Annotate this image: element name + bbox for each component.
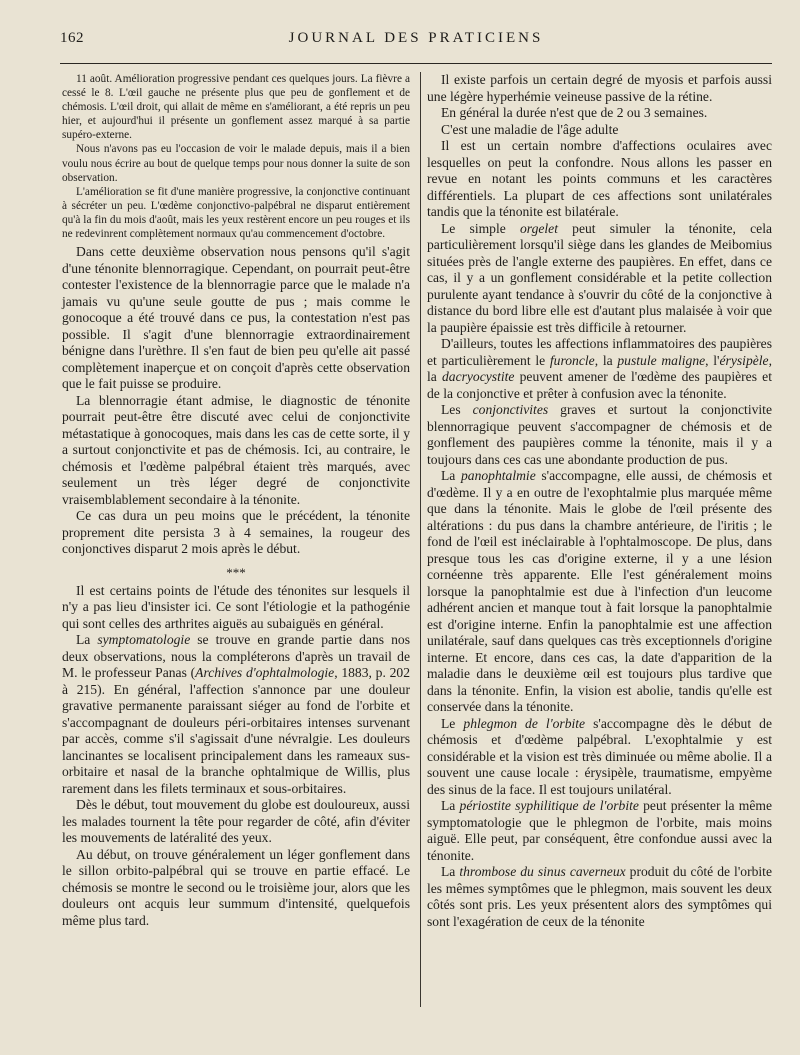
body-paragraph: C'est une maladie de l'âge adulte (441, 121, 619, 137)
body-paragraph: Dès le début, tout mouvement du globe est douloureux, aussi les malades tournent la tête pour regarder de côté, afin d'éviter les mouvements de latéralité des yeux. (62, 797, 410, 846)
body-paragraph: Il est certains points de l'étude des ténonites sur lesquels il n'y a pas lieu d'insister ici. Ce sont l'étiologie et la pathogénie qui sont celles des arthrites aiguës au subaiguës en général. (62, 582, 410, 631)
italic-term: orgelet (519, 220, 558, 236)
body-paragraph: La panophtalmie s'accompagne, elle aussi, de chémosis et d'œdème. Il y a en outre de l'exophtalmie plus marquée même que dans la ténonite. Mais le globe de l'œil présente des altérations : du pus dans la chambre antérieure, de l'iritis ; le fond de l'œil est inéclairable à l'ophtalmoscope. De plus, dans presque tous les cas d'origine externe, il y a une lésion cornéenne très apparente. Elle l'est généralement moins lorsque la panophtalmie est due à l'infection d'un leucome adhérent ancien et manque tout à fait lorsque la panophtalmie est d'origine interne. Enfin la panophtalmie est une affection unilatérale, sauf dans quelques cas très exceptionnels d'origine interne. Et encore, dans ces cas, la date d'apparition de la maladie dans le deuxième œil est toujours plus tardive que dans la ténonite. Enfin, la vision est abolie, tandis qu'elle est conservée dans la ténonite. (427, 468, 772, 714)
body-paragraph: Le phlegmon de l'orbite s'accompagne dès le début de chémosis et d'œdème palpébral. L'exophtalmie y est considérable et la vision est très diminuée ou même abolie. Il a souvent une cause locale : érysipèle, traumatisme, empyème des sinus de la face. Il est toujours unilatéral. (427, 715, 772, 797)
italic-term: pustule maligne (617, 352, 706, 368)
body-paragraph: La blennorragie étant admise, le diagnostic de ténonite pourrait peut-être être discuté avec celui de conjonctivite métastatique à gonocoques, mais dans les cas de cette sorte, il y a surtout conjonctivite et pas de chémosis. Ici, au contraire, le chémosis et l'œdème palpébral étaient très marqués, avec seulement un très léger degré de conjonctivite vraisemblablement secondaire à la ténonite. (62, 392, 410, 507)
body-paragraph: La périostite syphilitique de l'orbite peut présenter la même symptomatologie que le phlegmon de l'orbite, mais moins aiguë. Elle peut, par conséquent, être confondue aussi avec la ténonite. (427, 798, 772, 863)
italic-term: périostite syphilitique de l'orbite (459, 798, 639, 813)
left-column (62, 72, 410, 929)
observation-notes (62, 72, 410, 241)
journal-title: JOURNAL DES PRATICIENS (288, 30, 544, 46)
italic-term: érysipèle (719, 352, 769, 368)
italic-term: furoncle (549, 352, 595, 368)
body-paragraph: Les conjonctivites graves et surtout la conjonctivite blennorragique peuvent s'accompagner de chémosis et de gonflement des paupières comme la ténonite, mais il y a toujours dans ces cas une abondante production de pus. (427, 402, 772, 467)
body-paragraph: En général la durée n'est que de 2 ou 3 semaines. (441, 105, 708, 120)
body-paragraph: Il existe parfois un certain degré de myosis et parfois aussi une légère hyperhémie veineuse passive de la rétine. (427, 72, 772, 104)
body-paragraph: Au début, on trouve généralement un léger gonflement dans le sillon orbito-palpébral qui se trouve en partie effacé. Le chémosis se montre le second ou le troisième jour, alors que les douleurs ont acquis leur summum d'intensité, quelquefois même plus tard. (62, 846, 410, 928)
body-paragraph: Dans cette deuxième observation nous pensons qu'il s'agit d'une ténonite blennorragique. Cependant, on pourrait peut-être contester l'existence de la blennorragie parce que le malade n'a jamais vu qu'une seule goutte de pus ; mais comme le gonocoque a été trouvé dans ce pus, la contestation n'est pas possible. Il s'agit d'une blennorragie extraordinairement bénigne dans l'urèthre. Il s'en faut de bien peu qu'elle ait passé complètement inaperçue et on conçoit d'après cette observation que le fait puisse se produire. (62, 244, 410, 392)
note-paragraph: Nous n'avons pas eu l'occasion de voir le malade depuis, mais il a bien voulu nous écrire au bout de quelque temps pour nous donner la suite de son observation. (62, 143, 410, 184)
italic-term: phlegmon de l'orbite (463, 715, 586, 731)
body-paragraph: D'ailleurs, toutes les affections inflammatoires des paupières et particulièrement le furoncle, la pustule maligne, l'érysipèle, la dacryocystite peuvent amener de l'œdème des paupières et de la conjonctive et prêter à confusion avec la ténonite. (427, 336, 772, 401)
body-paragraph: La thrombose du sinus caverneux produit du côté de l'orbite les mêmes symptômes que le phlegmon, mais souvent les deux côtés sont pris. Les yeux présentent alors des symptômes qui sont l'exagération de ceux de la ténonite (427, 864, 772, 929)
italic-term: panophtalmie (460, 468, 536, 483)
note-paragraph: 11 août. Amélioration progressive pendant ces quelques jours. La fièvre a cessé le 8. L'œil gauche ne présente plus que peu de gonflement et de chémosis. L'œil droit, qui allait de même en s'améliorant, a été repris un peu hier, et aujourd'hui il présente un gonflement assez marqué à sa partie supéro-externe. (62, 73, 410, 142)
italic-term: dacryocystite (441, 369, 515, 384)
page-header (60, 30, 772, 56)
body-paragraph: La symptomatologie se trouve en grande partie dans nos deux observations, nous la compléterons d'après un travail de M. le professeur Panas (Archives d'ophtalmologie, 1883, p. 202 à 215). En général, l'affection s'annonce par une douleur gravative permanente paraissant siéger au fond de l'orbite et s'accompagnant de douleurs péri-orbitaires intenses survenant par accès, comme s'il s'agissait d'une névralgie. Les douleurs lancinantes se localisent principalement dans les rameaux sus-orbitaire et nasal de la branche ophtalmique de Willis, plus rarement dans les filets terminaux et sous-orbitaires. (62, 632, 410, 796)
italic-term: symptomatologie (97, 632, 191, 648)
body-paragraph: Il est un certain nombre d'affections oculaires avec lesquelles on peut la confondre. Nous allons les passer en revue en notant les points communs et les caractères différentiels. La plupart de ces affections sont unilatérales tandis que la ténonite est bilatérale. (427, 138, 772, 219)
italic-term: Archives d'ophtalmologie (195, 665, 335, 681)
body-paragraph: Le simple orgelet peut simuler la ténonite, cela particulièrement lorsqu'il siège dans les glandes de Meibomius situées près de l'angle externe des paupières. En effet, dans ce cas, il y a un gonflement considérable et la petite collection purulente ayant tendance à s'ouvrir du côté de la conjonctive à distance du bord libre elle est d'autant plus malaisée à voir que la paupière épaissie est très difficile à retourner. (427, 220, 773, 335)
column-divider (420, 72, 421, 1007)
note-paragraph: L'amélioration se fit d'une manière progressive, la conjonctive continuant à sécréter un peu. L'œdème conjonctivo-palpébral ne disparut entièrement qu'à la fin du mois d'août, mais les yeux restèrent encore un peu rouges et ils ne redevinrent complètement normaux qu'au commencement d'octobre. (62, 185, 410, 241)
body-paragraph: Ce cas dura un peu moins que le précédent, la ténonite proprement dite persista 3 à 4 semaines, la rougeur des conjonctives disparut 2 mois après le début. (62, 508, 410, 557)
italic-term: conjonctivites (472, 402, 549, 417)
header-rule (60, 63, 772, 64)
section-separator: *** (226, 564, 246, 580)
italic-term: thrombose du sinus caverneux (459, 864, 626, 879)
right-column (427, 72, 772, 930)
page-number: 162 (60, 30, 84, 46)
